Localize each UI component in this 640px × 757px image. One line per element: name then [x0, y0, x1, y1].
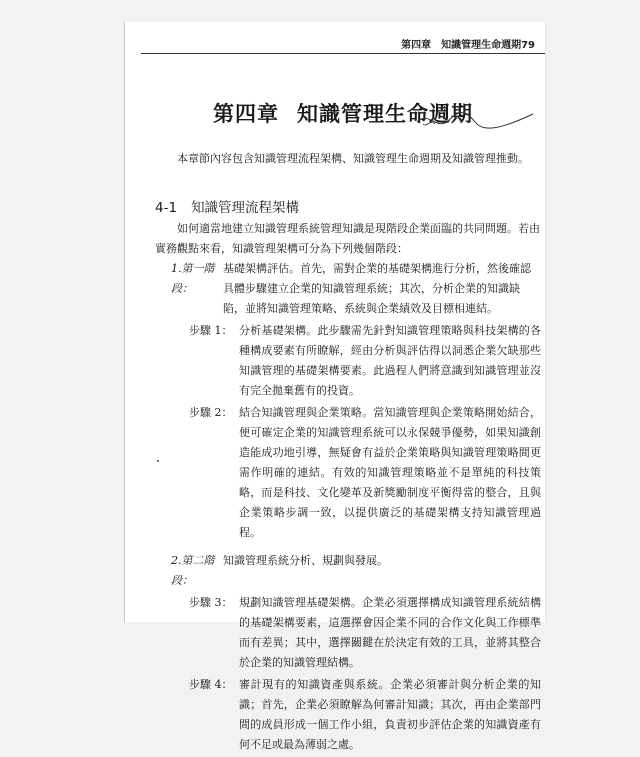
header-chapter-label: 第四章 [401, 40, 432, 51]
decorative-swash-icon [415, 108, 535, 134]
page-number: 79 [521, 40, 535, 51]
section-heading [155, 196, 299, 216]
stage-item [171, 551, 541, 591]
chapter-number: 第四章 [213, 102, 279, 126]
margin-mark [157, 460, 159, 462]
section-number: 4-1 [155, 200, 178, 216]
stage-text: 知識管理系統分析、規劃與發展。 [223, 554, 388, 567]
step-label: 步驟 3： [189, 596, 233, 609]
chapter-title: 知識管理生命週期 [297, 102, 473, 126]
stage-item [171, 259, 541, 319]
step-label: 步驟 4： [189, 678, 233, 691]
header-chapter-title: 知識管理生命週期 [441, 40, 522, 51]
step-item [171, 321, 541, 401]
step-item [171, 675, 541, 755]
stage-list [171, 259, 541, 757]
step-item [171, 593, 541, 673]
stage-label: 1.第一階段： [171, 262, 215, 295]
step-item [171, 403, 541, 543]
step-label: 步驟 2： [189, 406, 233, 419]
running-header [401, 36, 535, 51]
step-text: 規劃知識管理基礎架構。企業必須選擇構成知識管理系統結構的基礎架構要素，這選擇會因企業不同的合作文化與工作標準而有差異；其中，選擇關鍵在於決定有效的工具，並將其整合於企業的知識管理結構。 [239, 596, 541, 669]
section-title: 知識管理流程架構 [191, 200, 300, 216]
book-page [124, 22, 546, 751]
step-label: 步驟 1： [189, 324, 233, 337]
stage-text: 基礎架構評估。首先，需對企業的基礎架構進行分析，然後確認具體步驟建立企業的知識管理系統；其次，分析企業的知識缺陷，並將知識管理策略、系統與企業績效及目標相連結。 [223, 262, 531, 315]
section-paragraph: 如何適當地建立知識管理系統管理知識是現階段企業面臨的共同問題。若由實務觀點來看，知識管理架構可分為下列幾個階段： [155, 222, 540, 255]
step-text: 分析基礎架構。此步驟需先針對知識管理策略與科技架構的各種構成要素有所瞭解，經由分析與評估得以洞悉企業欠缺那些知識管理的基礎架構要素。此過程人們將意識到知識管理並沒有完全拋棄舊有的投資。 [239, 324, 541, 397]
stage-label: 2.第二階段： [171, 554, 215, 587]
step-text: 結合知識管理與企業策略。當知識管理與企業策略開始結合，便可確定企業的知識管理系統可以永保競爭優勢，如果知識創造能成功地引導，無疑會有益於企業策略與知識管理策略間更需作明確的連結。有效的知識管理策略並不是單純的科技策略，而是科技、文化變革及新獎勵制度平衡得當的整合，且與企業策略步調一致，以提供廣泛的基礎架構支持知識管理過程。 [239, 406, 541, 539]
header-rule [141, 53, 545, 54]
chapter-intro: 本章節內容包含知識管理流程架構、知識管理生命週期及知識管理推動。 [177, 152, 529, 165]
step-text: 審計現有的知識資產與系統。企業必須審計與分析企業的知識；首先，企業必須瞭解為何審計知識；其次，再由企業部門間的成員形成一個工作小組，負責初步評估企業的知識資產有何不足或最為薄弱之處。 [239, 678, 541, 751]
